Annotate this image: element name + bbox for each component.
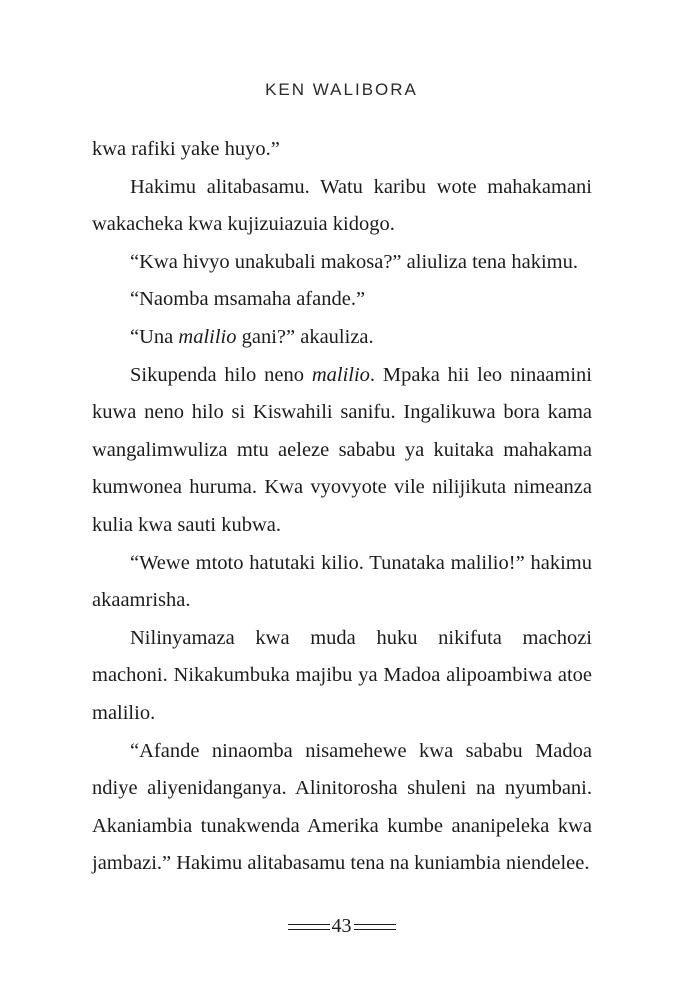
page-number: 43: [331, 915, 352, 937]
ornament-rule-left: [288, 924, 330, 930]
paragraph: “Kwa hivyo unakubali makosa?” aliuliza tena hakimu.: [130, 250, 578, 273]
text-run: gani?” akauliza.: [236, 325, 374, 348]
paragraph: “Wewe mtoto hatutaki kilio. Tunataka malilio!” hakimu akaamrisha.: [92, 551, 592, 612]
paragraph: “Naomba msamaha afande.”: [130, 288, 366, 311]
text-run: . Mpaka hii leo ninaamini kuwa neno hilo si Kiswahili sanifu. Ingalikuwa bora kama wangalimwuliza mtu aeleze sababu ya kuitaka mahakama kumwonea huruma. Kwa vyovyote vile nilijikuta nimeanza kulia kwa sauti kubwa.: [92, 363, 592, 536]
text-run: “Una: [130, 325, 179, 348]
paragraph: [92, 357, 592, 545]
ornament-rule-right: [354, 924, 396, 930]
body-text: [92, 131, 592, 883]
running-head: KEN WALIBORA: [265, 80, 418, 99]
italic-word: malilio: [178, 325, 237, 348]
text-run: Sikupenda hilo neno: [130, 363, 312, 386]
page-number-footer: [0, 915, 683, 938]
paragraph: kwa rafiki yake huyo.”: [92, 138, 280, 160]
paragraph: “Afande ninaomba nisamehewe kwa sababu Madoa ndiye aliyenidanganya. Alinitorosha shuleni na nyumbani. Akaniambia tunakwenda Amerika kumbe ananipeleka kwa jambazi.” Hakimu alitabasamu tena na kuniambia niendelee.: [92, 739, 592, 875]
paragraph: Hakimu alitabasamu. Watu karibu wote mahakamani wakacheka kwa kujizuiazuia kidogo.: [92, 175, 592, 236]
paragraph: [92, 319, 592, 357]
italic-word: malilio: [311, 363, 370, 386]
paragraph: Nilinyamaza kwa muda huku nikifuta machozi machoni. Nikakumbuka majibu ya Madoa alipoambiwa atoe malilio.: [92, 626, 592, 724]
